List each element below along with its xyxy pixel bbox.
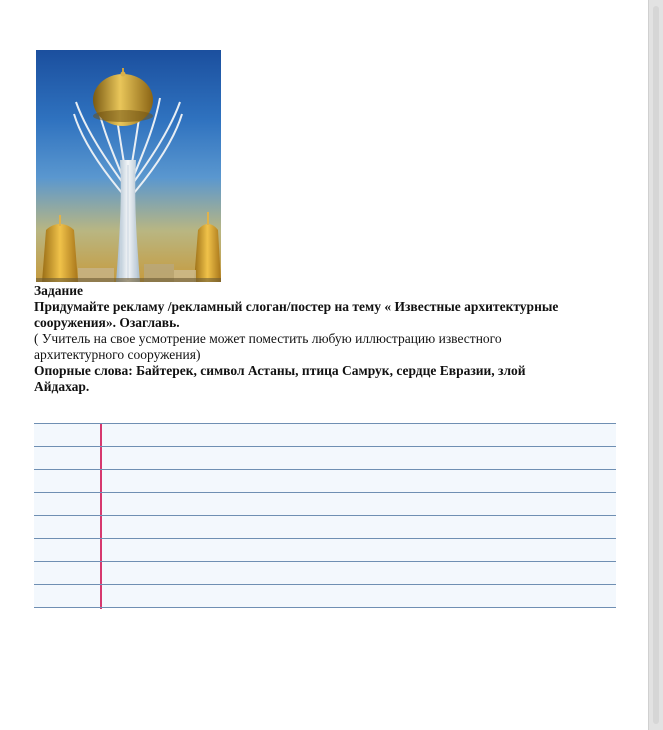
task-heading: Задание (34, 283, 84, 298)
left-gold-tower (42, 224, 78, 282)
keywords-line-2: Айдахар. (34, 379, 90, 394)
ruled-line (34, 492, 616, 493)
document-scrollbar[interactable] (648, 0, 663, 730)
ruled-line (34, 469, 616, 470)
ruled-line (34, 446, 616, 447)
task-line-2: сооружения». Озаглавь. (34, 315, 180, 330)
ruled-line (34, 561, 616, 562)
note-line-2: архитектурного сооружения) (34, 347, 201, 362)
ruled-line (34, 538, 616, 539)
ruled-line (34, 423, 616, 424)
ruled-line (34, 515, 616, 516)
baiterek-tower-photo (36, 50, 221, 282)
task-text (34, 283, 614, 395)
task-line-1: Придумайте рекламу /рекламный слоган/постер на тему « Известные архитектурные (34, 299, 559, 314)
ruled-line (34, 584, 616, 585)
lined-writing-area (34, 423, 616, 608)
ruled-line (34, 607, 616, 608)
note-line-1: ( Учитель на свое усмотрение может поместить любую иллюстрацию известного (34, 331, 502, 346)
keywords-line-1: Опорные слова: Байтерек, символ Астаны, птица Самрук, сердце Евразии, злой (34, 363, 526, 378)
right-gold-tower (194, 224, 221, 282)
scrollbar-track[interactable] (653, 6, 659, 724)
margin-line (100, 423, 102, 609)
